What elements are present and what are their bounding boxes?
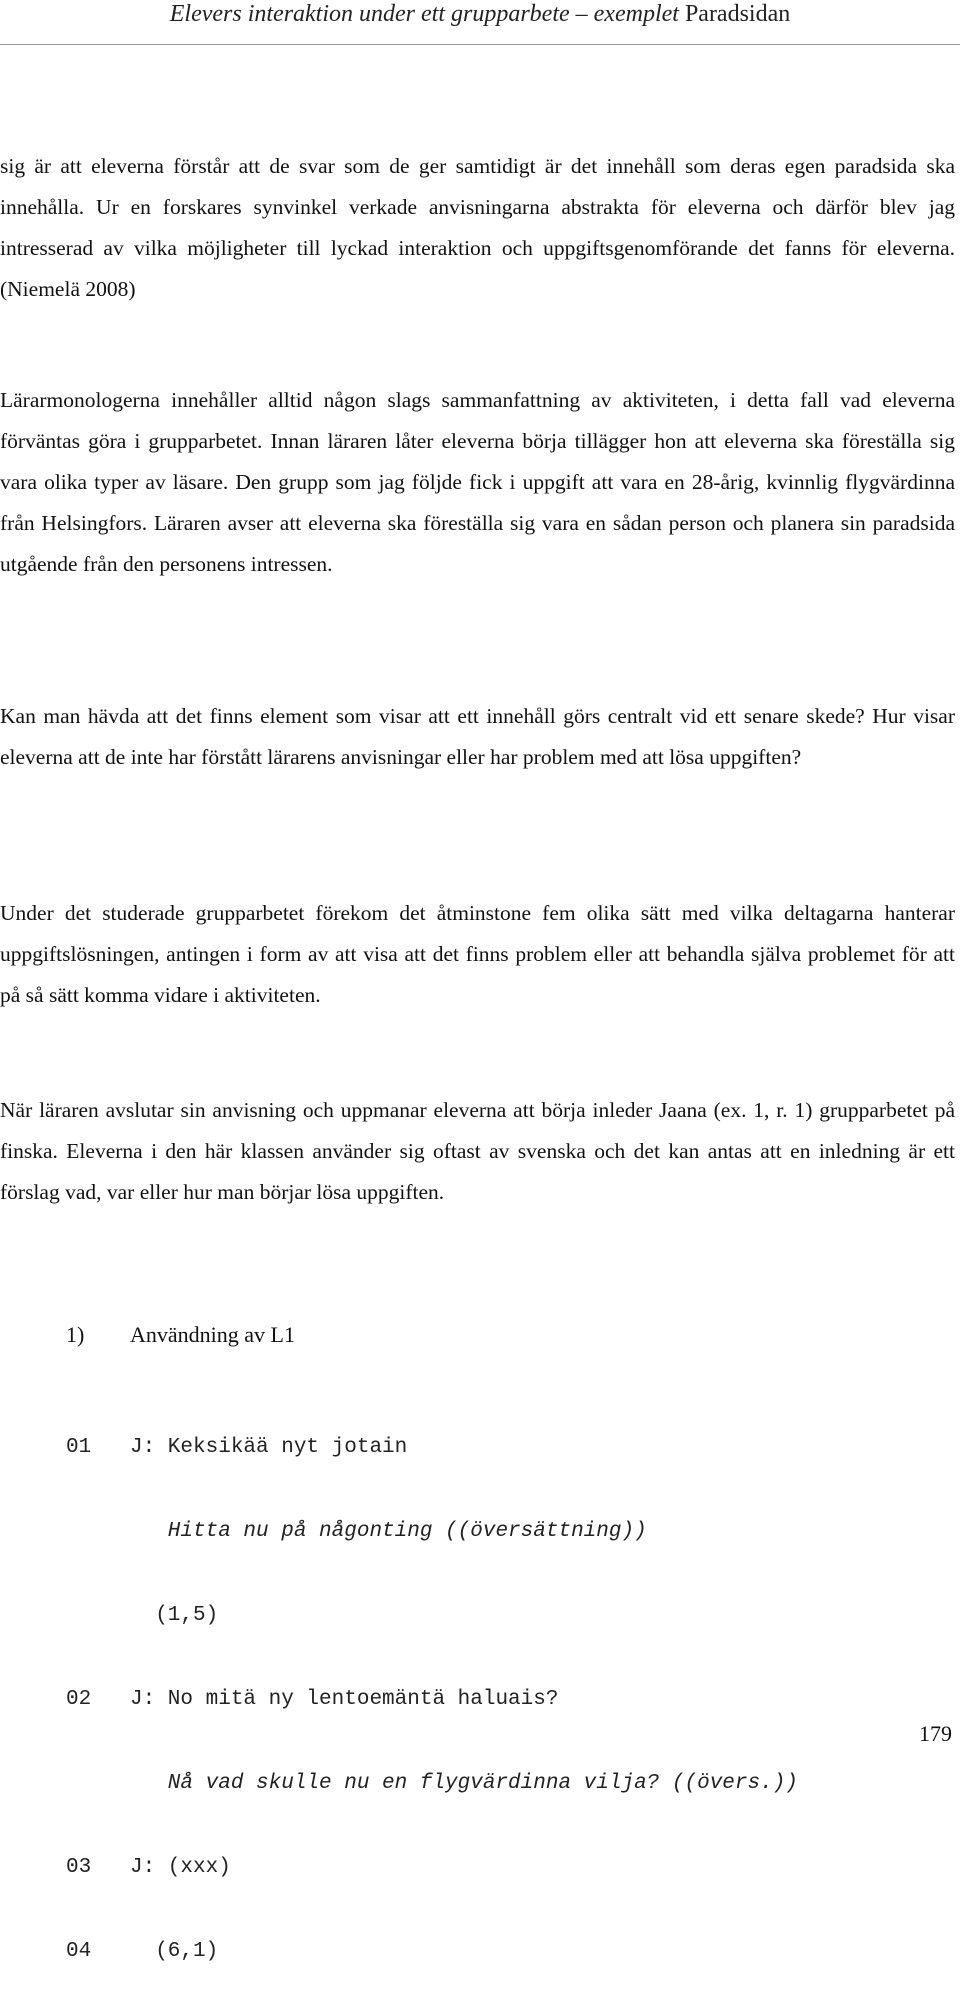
transcript-translation: Nå vad skulle nu en flygvärdinna vilja? ((övers.)) xyxy=(130,1772,798,1795)
example-heading xyxy=(66,1320,295,1350)
transcript-pause: (6,1) xyxy=(130,1940,219,1963)
header-rule xyxy=(0,44,960,45)
transcript-line-number: 03 xyxy=(66,1856,92,1879)
paragraph-3: Kan man hävda att det finns element som visar att ett innehåll görs centralt vid ett senare skede? Hur visar eleverna att de inte har förstått lärarens anvisningar eller har problem med att lösa uppgiften? xyxy=(0,704,955,769)
transcript-row xyxy=(66,1770,798,1798)
paragraph-5: När läraren avslutar sin anvisning och uppmanar eleverna att börja inleder Jaana (ex. 1, r. 1) grupparbetet på finska. Eleverna i den här klassen använder sig oftast av svenska och det kan antas att en inledning är ett förslag vad, var eller hur man börjar lösa uppgiften. xyxy=(0,1098,955,1204)
transcript xyxy=(66,1378,798,1994)
transcript-text: J: Keksikää nyt jotain xyxy=(130,1436,408,1459)
transcript-text: J: (xxx) xyxy=(130,1856,231,1879)
transcript-translation: Hitta nu på någonting ((översättning)) xyxy=(130,1520,647,1543)
paragraph-2: Lärarmonologerna innehåller alltid någon slags sammanfattning av aktiviteten, i detta fall vad eleverna förväntas göra i grupparbetet. Innan läraren låter eleverna börja tillägger hon att eleverna ska föreställa sig vara olika typer av läsare. Den grupp som jag följde fick i uppgift att vara en 28-årig, kvinnlig flygvärdinna från Helsingfors. Läraren avser att eleverna ska föreställa sig vara en sådan person och planera sin paradsida utgående från den personens intressen. xyxy=(0,388,955,576)
transcript-row xyxy=(66,1518,798,1546)
transcript-row xyxy=(66,1602,798,1630)
transcript-line-number: 02 xyxy=(66,1688,92,1711)
running-header-title: Elevers interaktion under ett grupparbete – exemplet xyxy=(169,1,679,27)
running-header-section: Paradsidan xyxy=(684,1,791,27)
transcript-line-number: 01 xyxy=(66,1436,92,1459)
transcript-row xyxy=(66,1938,798,1966)
paragraph-4: Under det studerade grupparbetet förekom det åtminstone fem olika sätt med vilka deltagarna hanterar uppgiftslösningen, antingen i form av att visa att det finns problem eller att behandla själva problemet för att på så sätt komma vidare i aktiviteten. xyxy=(0,901,955,1007)
transcript-text: J: No mitä ny lentoemäntä haluais? xyxy=(130,1688,559,1711)
example-title: Användning av L1 xyxy=(130,1322,295,1347)
example-number: 1) xyxy=(66,1322,85,1347)
transcript-row xyxy=(66,1686,798,1714)
paragraph-1: sig är att eleverna förstår att de svar som de ger samtidigt är det innehåll som deras egen paradsida ska innehålla. Ur en forskares synvinkel verkade anvisningarna abstrakta för eleverna och därför blev jag intresserad av vilka möjligheter till lyckad interaktion och uppgiftsgenomförande det fanns för eleverna. (Niemelä 2008) xyxy=(0,154,955,301)
transcript-pause: (1,5) xyxy=(130,1604,219,1627)
transcript-line-number: 04 xyxy=(66,1940,92,1963)
page-number: 179 xyxy=(919,1721,952,1746)
transcript-row xyxy=(66,1434,798,1462)
transcript-row xyxy=(66,1854,798,1882)
running-header xyxy=(0,0,960,28)
